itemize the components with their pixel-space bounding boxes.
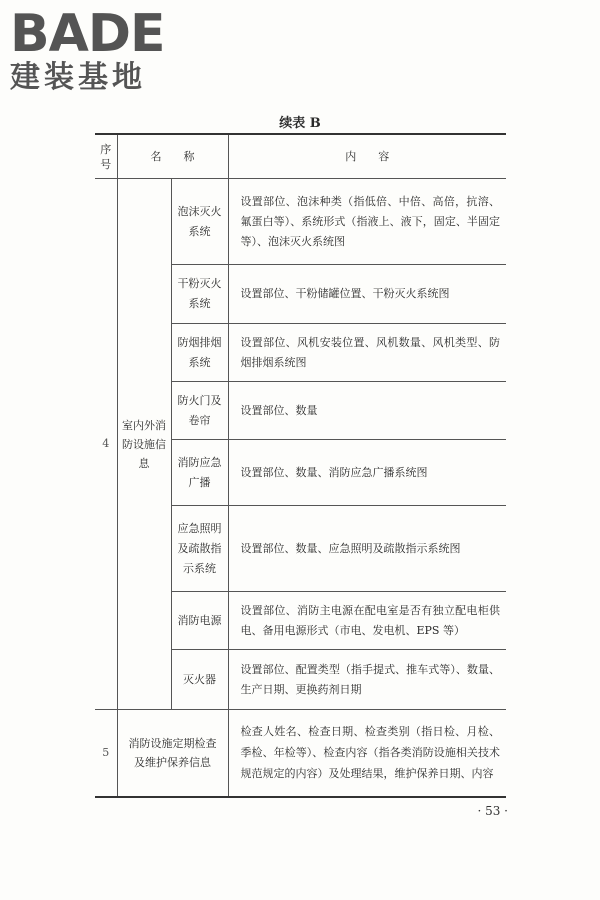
sub-item-content: 设置部位、数量、消防应急广播系统图 bbox=[228, 440, 506, 506]
table-header-row bbox=[95, 134, 506, 179]
sub-item-name: 泡沫灭火系统 bbox=[171, 179, 228, 265]
sub-item-content: 设置部位、干粉储罐位置、干粉灭火系统图 bbox=[228, 265, 506, 324]
row-seq: 4 bbox=[95, 179, 117, 710]
fire-facility-table bbox=[95, 133, 506, 798]
header-content: 内 容 bbox=[228, 134, 506, 179]
sub-item-name: 防火门及卷帘 bbox=[171, 382, 228, 440]
sub-item-name: 消防电源 bbox=[171, 592, 228, 650]
page-number: · 53 · bbox=[477, 804, 508, 818]
table-row bbox=[95, 710, 506, 797]
header-name: 名 称 bbox=[117, 134, 228, 179]
sub-item-name: 干粉灭火系统 bbox=[171, 265, 228, 324]
sub-item-content: 设置部位、数量、应急照明及疏散指示系统图 bbox=[228, 506, 506, 592]
sub-item-content: 设置部位、风机安装位置、风机数量、风机类型、防烟排烟系统图 bbox=[228, 324, 506, 382]
table-row bbox=[95, 179, 506, 265]
sub-item-name: 防烟排烟系统 bbox=[171, 324, 228, 382]
sub-item-name: 灭火器 bbox=[171, 650, 228, 710]
row-seq: 5 bbox=[95, 710, 117, 797]
sub-item-content: 设置部位、配置类型（指手提式、推车式等）、数量、生产日期、更换药剂日期 bbox=[228, 650, 506, 710]
header-seq: 序号 bbox=[95, 134, 117, 179]
sub-item-content: 设置部位、泡沫种类（指低倍、中倍、高倍，抗溶、氟蛋白等）、系统形式（指液上、液下，固定、半固定等）、泡沫灭火系统图 bbox=[228, 179, 506, 265]
sub-item-name: 消防应急广播 bbox=[171, 440, 228, 506]
sub-item-content: 设置部位、数量 bbox=[228, 382, 506, 440]
sub-item-content: 设置部位、消防主电源在配电室是否有独立配电柜供电、备用电源形式（市电、发电机、EPS 等） bbox=[228, 592, 506, 650]
table-title: 续表 B bbox=[279, 116, 321, 131]
bade-logo bbox=[10, 4, 180, 95]
row-content: 检查人姓名、检查日期、检查类别（指日检、月检、季检、年检等）、检查内容（指各类消防设施相关技术规范规定的内容）及处理结果，维护保养日期、内容 bbox=[228, 710, 506, 797]
row-category: 消防设施定期检查及维护保养信息 bbox=[117, 710, 228, 797]
sub-item-name: 应急照明及疏散指示系统 bbox=[171, 506, 228, 592]
logo-subtitle: 建装基地 bbox=[10, 60, 146, 95]
logo-brand: BADE bbox=[10, 4, 165, 64]
row-category: 室内外消防设施信息 bbox=[117, 179, 171, 710]
